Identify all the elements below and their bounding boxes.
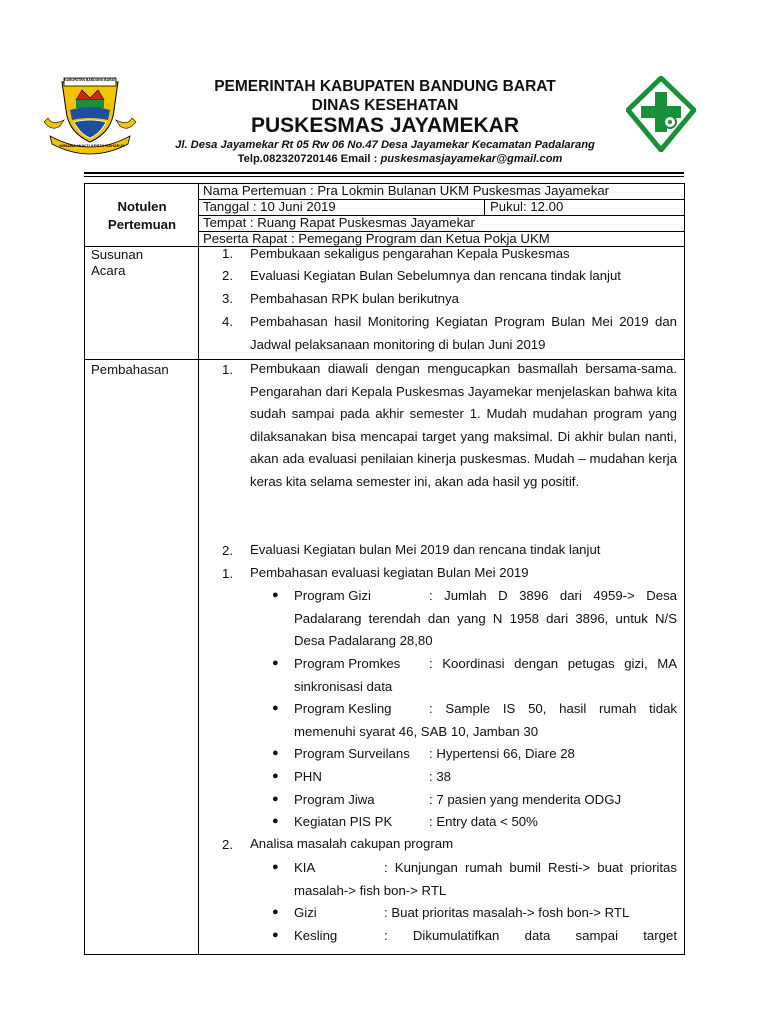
- bullet-icon: ●: [272, 702, 279, 714]
- bullet-icon: ●: [272, 747, 279, 759]
- agenda-label-line1: Susunan: [91, 247, 144, 262]
- agenda-item: Evaluasi Kegiatan Bulan Sebelumnya dan rencana tindak lanjut: [250, 268, 621, 283]
- bullet-icon: ●: [272, 770, 279, 782]
- analysis-value: : Buat prioritas masalah-> fosh bon-> RTL: [384, 905, 630, 920]
- program-value: : 38: [429, 769, 451, 784]
- discussion-number: 1.: [222, 362, 233, 377]
- header-rule-thin: [84, 176, 684, 177]
- header-telp: Telp.082320720146 Email :: [237, 153, 381, 165]
- program-value: : Sample IS 50, hasil rumah tidak memenuhi syarat 46, SAB 10, Jamban 30: [294, 701, 677, 739]
- agenda-label-line2: Acara: [91, 263, 126, 278]
- program-name: Program Gizi: [294, 588, 371, 603]
- bullet-icon: ●: [272, 657, 279, 669]
- program-name: Program Surveilans: [294, 746, 410, 761]
- analysis-value: : Dikumulatifkan data sampai target: [384, 928, 677, 943]
- bullet-icon: ●: [272, 929, 279, 941]
- discussion-evaluation-title: Evaluasi Kegiatan bulan Mei 2019 dan rencana tindak lanjut: [250, 542, 601, 557]
- notulen-label: [86, 198, 198, 234]
- program-value: : Koordinasi dengan petugas gizi, MA sinkronisasi data: [294, 656, 677, 694]
- left-logo-motto-text: WIBAWA MUKTI KERTA RAHARJA: [59, 143, 125, 148]
- analysis-name: Kesling: [294, 928, 338, 943]
- meeting-time: Pukul: 12.00: [490, 199, 564, 214]
- header-rule-thick: [84, 172, 684, 174]
- analysis-name: Gizi: [294, 905, 317, 920]
- bullet-icon: ●: [272, 861, 279, 873]
- header-puskesmas: PUSKESMAS JAYAMEKAR: [250, 114, 520, 137]
- analysis-title: Analisa masalah cakupan program: [250, 836, 454, 851]
- table-column-divider: [198, 183, 199, 955]
- agenda-number: 3.: [222, 291, 233, 306]
- agenda-number: 2.: [222, 268, 233, 283]
- header-address: Jl. Desa Jayamekar Rt 05 Rw 06 No.47 Desa Jayamekar Kecamatan Padalarang: [175, 139, 595, 151]
- bullet-icon: ●: [272, 815, 279, 827]
- discussion-number: 2.: [222, 543, 233, 558]
- meeting-participants: Peserta Rapat : Pemegang Program dan Ketua Pokja UKM: [203, 231, 550, 246]
- program-name: Program Promkes: [294, 656, 401, 671]
- discussion-subnumber: 2.: [222, 837, 233, 852]
- bullet-icon: ●: [272, 793, 279, 805]
- bullet-icon: ●: [272, 906, 279, 918]
- agenda-label: [91, 247, 143, 279]
- discussion-evaluation-subtitle: Pembahasan evaluasi kegiatan Bulan Mei 2019: [250, 565, 529, 580]
- header-email: puskesmasjayamekar@gmail.com: [380, 153, 563, 165]
- agenda-item: Pembukaan sekaligus pengarahan Kepala Puskesmas: [250, 246, 570, 261]
- program-name: Program Jiwa: [294, 792, 375, 807]
- program-value: : Entry data < 50%: [429, 814, 538, 829]
- discussion-subnumber: 1.: [222, 566, 233, 581]
- notulen-label-line1: Notulen: [117, 199, 167, 214]
- puskesmas-logo: [626, 76, 696, 152]
- meeting-name: Nama Pertemuan : Pra Lokmin Bulanan UKM Puskesmas Jayamekar: [203, 183, 610, 198]
- program-name: PHN: [294, 769, 322, 784]
- program-value: : Jumlah D 3896 dari 4959-> Desa Padalarang terendah dan yang N 1958 dari 3896, untuk N/S Desa Padalarang 28,80: [294, 588, 677, 649]
- agenda-number: 4.: [222, 314, 233, 329]
- analysis-name: KIA: [294, 860, 316, 875]
- left-logo-banner-text: KABUPATEN BANDUNG BARAT: [64, 78, 116, 82]
- bullet-icon: ●: [272, 589, 279, 601]
- table-cell-divider: [484, 199, 485, 215]
- discussion-label: Pembahasan: [91, 362, 169, 377]
- program-value: : Hypertensi 66, Diare 28: [429, 746, 575, 761]
- header-contact: [140, 153, 660, 165]
- program-name: Kegiatan PIS PK: [294, 814, 393, 829]
- discussion-opening-text: Pembukaan diawali dengan mengucapkan basmallah bersama-sama. Pengarahan dari Kepala Puskesmas Jayamekar menjelaskan bahwa kita sudah sampai pada akhir semester 1. Mudah mudahan program yang dilaksanakan bisa mencapai target yang maksimal. Di akhir bulan nanti, akan ada evaluasi penilaian kinerja puskesmas. Mudah – mudahan kerja keras kita selama semester ini, akan ada hasil yg positif.: [250, 361, 677, 489]
- analysis-value: : Kunjungan rumah bumil Resti-> buat prioritas masalah-> fish bon-> RTL: [294, 860, 677, 898]
- agenda-number: 1.: [222, 246, 233, 261]
- program-value: : 7 pasien yang menderita ODGJ: [429, 792, 622, 807]
- meeting-place: Tempat : Ruang Rapat Puskesmas Jayamekar: [203, 215, 475, 230]
- meeting-date: Tanggal : 10 Juni 2019: [203, 199, 336, 214]
- agenda-item: Pembahasan hasil Monitoring Kegiatan Program Bulan Mei 2019 dan Jadwal pelaksanaan monitoring di bulan Juni 2019: [250, 314, 677, 352]
- header-department: DINAS KESEHATAN: [311, 97, 459, 114]
- agenda-item: Pembahasan RPK bulan berikutnya: [250, 291, 459, 306]
- notulen-label-line2: Pertemuan: [107, 217, 177, 232]
- program-name: Program Kesling: [294, 701, 392, 716]
- header-government: PEMERINTAH KABUPATEN BANDUNG BARAT: [214, 78, 556, 95]
